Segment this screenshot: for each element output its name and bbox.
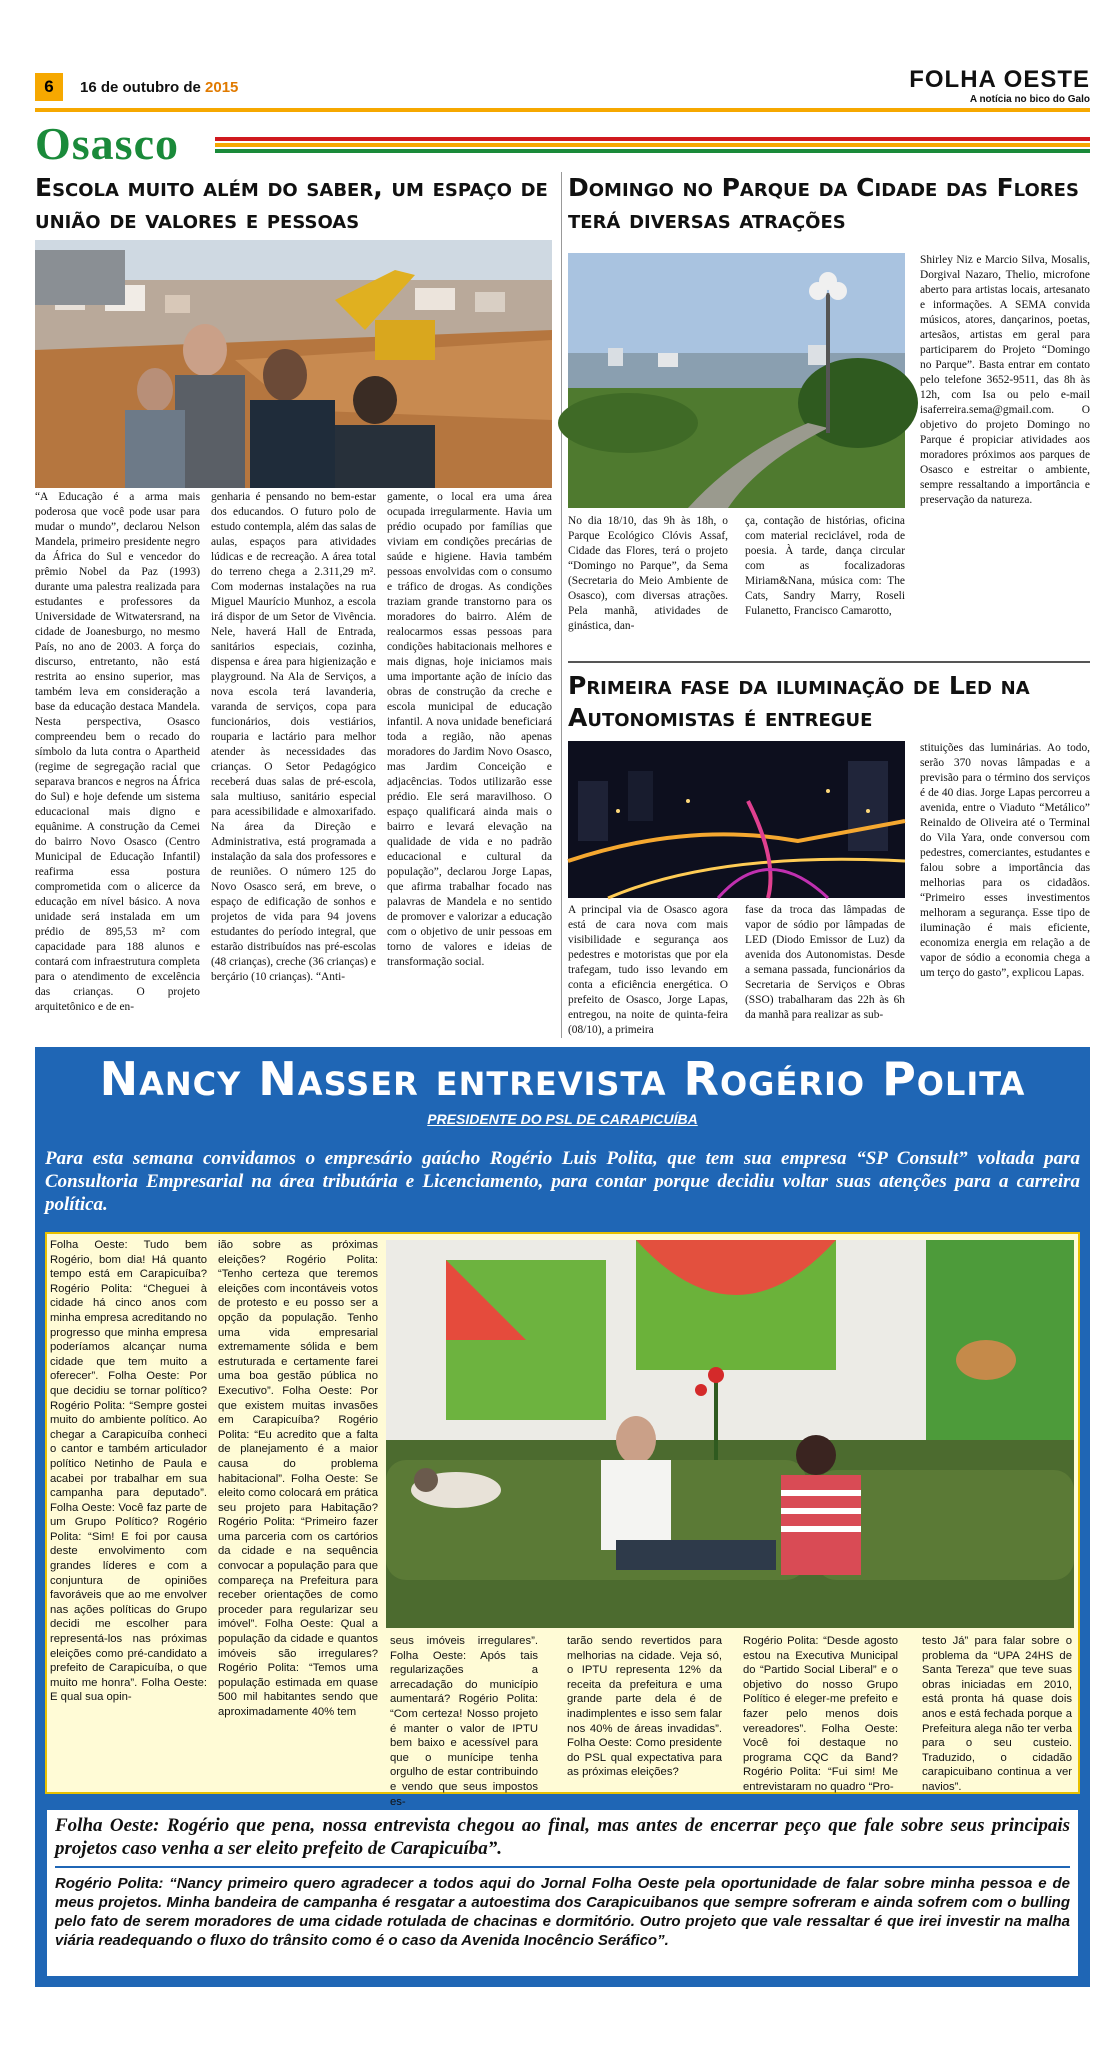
section-stripe-green — [215, 149, 1090, 153]
park-photo — [568, 253, 905, 508]
article-divider — [568, 661, 1090, 663]
article-column: No dia 18/10, das 9h às 18h, o Parque Ecológico Clóvis Assaf, Cidade das Flores, terá o projeto “Domingo no Parque”, da Sema (Secretaria do Meio Ambiente de Osasco), com diversas atrações. Pela manhã, atividades de ginástica, dan- — [568, 515, 728, 632]
closing-divider — [55, 1866, 1070, 1868]
interview-title: Nancy Nasser entrevista Rogério Polita — [99, 1052, 1026, 1106]
page-number: 6 — [35, 73, 63, 101]
avenue-night-photo — [568, 741, 905, 898]
section-stripe-yellow — [215, 143, 1090, 147]
column-divider — [561, 172, 562, 1038]
article-headline: Domingo no Parque da Cidade das Flores terá diversas atrações — [568, 173, 1079, 234]
section-title: Osasco — [35, 118, 179, 169]
issue-date: 16 de outubro de 2015 — [80, 79, 239, 96]
interview-column: ião sobre as próximas eleições? Rogério Polita: “Tenho certeza que teremos eleições com incontáveis votos de protesto e eu posso ser a opção da população. Tenho uma vida empresarial extremamente sólida e bem estruturada e certamente farei uma boa gestão pública no Executivo”. Folha Oeste: Por que existem muitas invasões em Carapicuíba? Rogério Polita: “Eu acredito que a falta de planejamento é a maior causa do problema habitacional”. Folha Oeste: Se eleito como colocará em prática seu projeto para Habitação? Rogério Polita: “Primeiro fazer uma parceria com os cartórios da cidade e na sequência convocar a população para que compareça na Prefeitura para receber orientações de como proceder para regularizar seu imóvel”. Folha Oeste: Qual a população da cidade e quantos imóveis são irregulares? Rogério Polita: “Temos uma população estimada em quase 500 mil habitantes sendo que aproximadamente 40% tem — [218, 1239, 378, 1718]
article-column: “A Educação é a arma mais poderosa que você pode usar para mudar o mundo”, declarou Nelson Mandela, primeiro presidente negro da África do Sul e vencedor do prêmio Nobel da Paz (1993) durante uma palestra realizada para estudantes e professores da Universidade de Witwatersrand, na cidade de Joanesburgo, no mesmo País, no ano de 2003. A força do discurso, entretanto, não está restrita ao ensino superior, mas também leva em consideração a base da educação destaca Mandela. Nesta perspectiva, Osasco compreendeu bem o recado do símbolo da luta contra o Apartheid (regime de segregação racial que separava brancos e negros na África do Sul) e hoje defende um sistema educacional mais digno e equânime. A construção da Cemei do bairro Novo Osasco (Centro Municipal de Educação Infantil) reafirma essa postura comprometida com o alicerce da educação em nível básico. A nova unidade será instalada em um prédio de 895,53 m² com capacidade para 188 alunos e contará com infraestrutura completa para o atendimento de excelência das crianças. O projeto arquitetônico e de en- — [35, 491, 200, 1013]
construction-photo — [35, 240, 552, 488]
newspaper-logo: FOLHA OESTE — [909, 66, 1090, 93]
closing-answer: Rogério Polita: “Nancy primeiro quero agradecer a todos aqui do Jornal Folha Oeste pela oportunidade de falar sobre minha pessoa e de meus projetos. Minha bandeira de campanha é resgatar a autoestima dos Carapicuibanos que sempre sofreram e ainda sofrem com o bulling pelo fato de serem moradores de uma cidade rotulada de chacinas e dormitório. Outro projeto que vale ressaltar é que irei investir na malha viária readequando o fluxo do trânsito como é o caso da Avenida Inocêncio Seráfico”. — [55, 1875, 1070, 1949]
interview-column: Rogério Polita: “Desde agosto estou na Executiva Municipal do “Partido Social Liberal” e o objetivo do nosso Grupo Político é eleger-me prefeito e fazer pelo menos dois vereadores”. Folha Oeste: Você foi destaque no programa CQC da Band? Rogério Polita: “Fui sim! Me entrevistaram no quadro “Pro- — [743, 1635, 898, 1793]
interview-column: Folha Oeste: Tudo bem Rogério, bom dia! Há quanto tempo está em Carapicuíba? Rogério Polita: “Cheguei à cidade há cinco anos com minha empresa acreditando no progresso que minha empresa poderíamos alcançar numa cidade que tem muito a oferecer”. Folha Oeste: Por que decidiu se tornar político? Rogério Polita: “Sempre gostei muito do ambiente político. Ao chegar a Carapicuíba conheci o cantor e também articulador político Netinho de Paula e acabei por trabalhar em sua campanha para deputado”. Folha Oeste: Você faz parte de um Grupo Político? Rogério Polita: “Sim! E foi por causa deste envolvimento com grandes líderes e com a conjuntura de opiniões favoráveis que ao me envolver nas ações políticas do Grupo decidi me escolher para representá-los nas próximas eleições como pré-candidato a prefeito de Carapicuíba, o que muito me honra”. Folha Oeste: E qual sua opin- — [50, 1239, 207, 1704]
interview-photo — [386, 1240, 1074, 1628]
closing-question: Folha Oeste: Rogério que pena, nossa entrevista chegou ao final, mas antes de encerrar peço que fale sobre seus principais projetos caso venha a ser eleito prefeito de Carapicuíba”. — [55, 1815, 1070, 1859]
article-column: gamente, o local era uma área ocupada irregularmente. Havia um prédio ocupado por famílias que viviam em condições precárias de saúde e higiene. Havia também pessoas envolvidas com o consumo e tráfico de drogas. As condições traziam grande transtorno para os moradores do bairro. Além de realocarmos essas pessoas para condições habitacionais melhores e mais dignas, hoje iniciamos mais uma importante ação de início das obras de construção da creche e escola municipal de educação infantil. A nova unidade beneficiará toda a região, não apenas moradores do Jardim Novo Osasco, mas Jardim Conceição e adjacências. Todos utilizarão esse prédio. Ele será maravilhoso. O espaço qualificará ainda mais o bairro e levará elevação na qualidade de vida e no padrão educacional e cultural da população”, declarou Jorge Lapas, que afirma trabalhar focado nas palavras de Mandela e no sentido de promover e valorizar a educação com o objetivo de unir pessoas em torno de valores e ideias de transformação social. — [387, 491, 552, 968]
section-stripe-red — [215, 137, 1090, 141]
interview-intro: Para esta semana convidamos o empresário gaúcho Rogério Luis Polita, que tem sua empresa “SP Consult” voltada para Consultoria Empresarial na área tributária e Licenciamento, para contar porque decidiu voltar suas atenções para a carreira política. — [45, 1148, 1080, 1215]
article-column: Shirley Niz e Marcio Silva, Mosalis, Dorgival Nazaro, Thelio, microfone aberto para artistas locais, artesanato e informações. A SEMA convida músicos, atores, dançarinos, poetas, artesãos, artistas em geral para participarem do Projeto “Domingo no Parque”. Basta entrar em contato pelo telefone 3652-9511, das 8h às 12h, com Isa ou pelo e-mail isaferreira.sema@gmail.com. O objetivo do projeto Domingo no Parque é propiciar atividades aos moradores próximos aos parques de Osasco e estreitar o ambiente, sempre ressaltando a importância e preservação da natureza. — [920, 254, 1090, 506]
article-column: fase da troca das lâmpadas de vapor de sódio por lâmpadas de LED (Diodo Emissor de Luz) da avenida dos Autonomistas. Desde a semana passada, funcionários da Secretaria de Serviços e Obras (SSO) trabalharam das 22h às 6h da manhã para realizar as sub- — [745, 904, 905, 1021]
article-headline: Primeira fase da iluminação de Led na Autonomistas é entregue — [568, 671, 1030, 732]
article-headline: Escola muito além do saber, um espaço de união de valores e pessoas — [35, 173, 548, 234]
article-column: genharia é pensando no bem-estar dos educandos. O futuro polo de estudo contempla, além das salas de aulas, espaços para atividades lúdicas e de recreação. A área total do terreno chega a 2.311,29 m². Com modernas instalações na rua Miguel Maurício Munhoz, a escola irá dispor de um Setor de Vivência. Nele, haverá Hall de Entrada, sanitários especiais, cozinha, dispensa e área para higienização e playground. Na Ala de Serviços, a nova escola terá lavanderia, varanda de serviços, copa para funcionários, dois vestiários, rouparia e lactário para melhor atender às necessidades das crianças. O Setor Pedagógico receberá duas salas de pré-escola, sala multiuso, sanitário especial para acessibilidade e almoxarifado. Na área da Direção e Administrativa, está programada a instalação da sala dos professores e de reuniões. O número 125 do Novo Osasco será, em breve, o espaço de edificação de sonhos e projetos de vida para 94 jovens estudantes do período integral, que estarão distribuídos nas pré-escolas (48 crianças), creche (36 crianças) e berçário (10 crianças). “Anti- — [211, 491, 376, 983]
article-column: A principal via de Osasco agora está de cara nova com mais visibilidade e segurança aos pedestres e motoristas que por ela trafegam, tudo isso levando em conta a eficiência energética. O prefeito de Osasco, Jorge Lapas, entregou, na noite de quinta-feira (08/10), a primeira — [568, 904, 728, 1036]
article-column: stituições das luminárias. Ao todo, serão 370 novas lâmpadas e a previsão para o término dos serviços é de 40 dias. Jorge Lapas percorreu a avenida, entre o Viaduto “Metálico” Reinaldo de Oliveira até o Terminal do Vila Yara, onde conversou com pedestres, comerciantes, estudantes e falou sobre a importância das melhorias para os cidadãos. “Primeiro esses investimentos melhoram a segurança. Esse tipo de iluminação é mais eficiente, economiza energia em relação a de vapor de sódio a economia chega a um terço do gasto”, explicou Lapas. — [920, 742, 1090, 979]
interview-column: testo Já” para falar sobre o problema da “UPA 24HS de Santa Tereza” que teve suas obras iniciadas em 2010, está pronta há quase dois anos e está fechada porque a Prefeitura alega não ter verba para o seu custeio. Traduzido, o cidadão carapicuibano continua a ver navios”. — [922, 1635, 1072, 1793]
interview-column: seus imóveis irregulares”. Folha Oeste: Após tais regularizações a arrecadação do município aumentará? Rogério Polita: “Com certeza! Nosso projeto é manter o valor de IPTU bem baixo e acessível para que o munícipe tenha orgulho de estar contribuindo e vendo que seus impostos es- — [390, 1635, 538, 1808]
interview-subtitle: PRESIDENTE DO PSL DE CARAPICUÍBA — [427, 1111, 698, 1127]
newspaper-tagline: A notícia no bico do Galo — [969, 94, 1090, 105]
header-rule — [35, 108, 1090, 112]
article-column: ça, contação de histórias, oficina com material reciclável, roda de poesia. À tarde, dança circular com as focalizadoras Miriam&Nana, música com: The Cats, Sandry Marry, Roseli Fulanetto, Francisco Camarotto, — [745, 515, 905, 617]
interview-column: tarão sendo revertidos para melhorias na cidade. Veja só, o IPTU representa 12% da receita da prefeitura e uma grande parte dela é de inadimplentes e isso sem falar nos 40% de áreas invadidas”. Folha Oeste: Como presidente do PSL qual expectativa para as próximas eleições? — [567, 1635, 722, 1779]
